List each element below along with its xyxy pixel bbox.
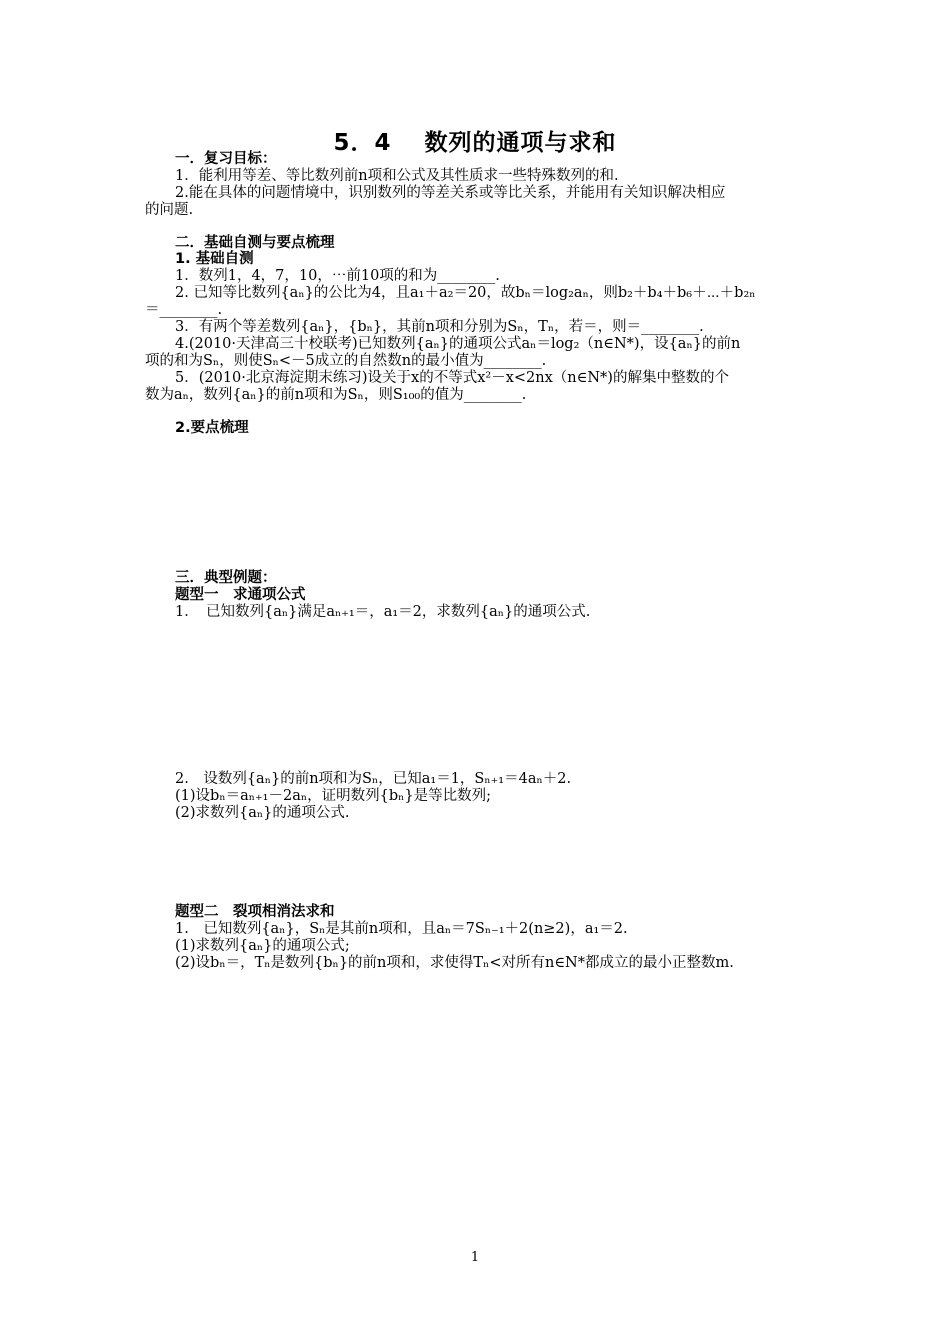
question-1: 1．数列1，4，7，10，⋯前10项的和为________.	[175, 268, 500, 284]
example-3-part-2: (2)设bₙ＝，Tₙ是数列{bₙ}的前n项和，求使得Tₙ<对所有n∈N*都成立的最小正整数m.	[175, 955, 734, 971]
question-2-line-2: ＝________.	[145, 302, 223, 318]
page-title: 5．4 数列的通项与求和	[333, 130, 617, 156]
example-1: 1． 已知数列{aₙ}满足aₙ₊₁＝，a₁＝2，求数列{aₙ}的通项公式.	[175, 604, 591, 620]
question-4-line-1: 4.(2010·天津高三十校联考)已知数列{aₙ}的通项公式aₙ＝log₂（n∈N*)，设{aₙ}的前n	[175, 336, 741, 352]
type-2-heading: 题型二 裂项相消法求和	[175, 904, 335, 920]
example-3-part-1: (1)求数列{aₙ}的通项公式;	[175, 938, 350, 954]
question-2-line-1: 2. 已知等比数列{aₙ}的公比为4，且a₁＋a₂＝20，故bₙ＝log₂aₙ，则b₂＋b₄＋b₆＋⋯＋b₂ₙ	[175, 285, 756, 301]
goal-1: 1．能利用等差、等比数列前n项和公式及其性质求一些特殊数列的和.	[175, 168, 619, 184]
question-5-line-2: 数为aₙ，数列{aₙ}的前n项和为Sₙ，则S₁₀₀的值为________.	[145, 387, 527, 403]
subheading-basic-test: 1. 基础自测	[175, 251, 254, 267]
goal-2-line-1: 2.能在具体的问题情境中，识别数列的等差关系或等比关系，并能用有关知识解决相应	[175, 185, 726, 201]
question-4-line-2: 项的和为Sₙ，则使Sₙ<－5成立的自然数n的最小值为________.	[145, 353, 547, 369]
question-5-line-1: 5．(2010·北京海淀期末练习)设关于x的不等式x²－x<2nx（n∈N*)的解集中整数的个	[175, 370, 729, 386]
section-2-heading: 二．基础自测与要点梳理	[175, 235, 335, 251]
page-number: 1	[470, 1250, 480, 1265]
example-2-part-2: (2)求数列{aₙ}的通项公式.	[175, 805, 350, 821]
subheading-key-points: 2.要点梳理	[175, 420, 249, 436]
question-3: 3．有两个等差数列{aₙ}，{bₙ}，其前n项和分别为Sₙ，Tₙ，若＝，则＝________.	[175, 319, 704, 335]
example-3: 1. 已知数列{aₙ}，Sₙ是其前n项和，且aₙ＝7Sₙ₋₁＋2(n≥2)，a₁＝2.	[175, 921, 628, 937]
example-2: 2. 设数列{aₙ}的前n项和为Sₙ，已知a₁＝1，Sₙ₊₁＝4aₙ＋2.	[175, 771, 572, 787]
section-3-heading: 三．典型例题：	[175, 570, 277, 586]
section-1-heading: 一．复习目标：	[175, 151, 277, 167]
example-2-part-1: (1)设bₙ＝aₙ₊₁－2aₙ，证明数列{bₙ}是等比数列;	[175, 788, 492, 804]
goal-2-line-2: 的问题.	[145, 202, 194, 218]
type-1-heading: 题型一 求通项公式	[175, 587, 306, 603]
